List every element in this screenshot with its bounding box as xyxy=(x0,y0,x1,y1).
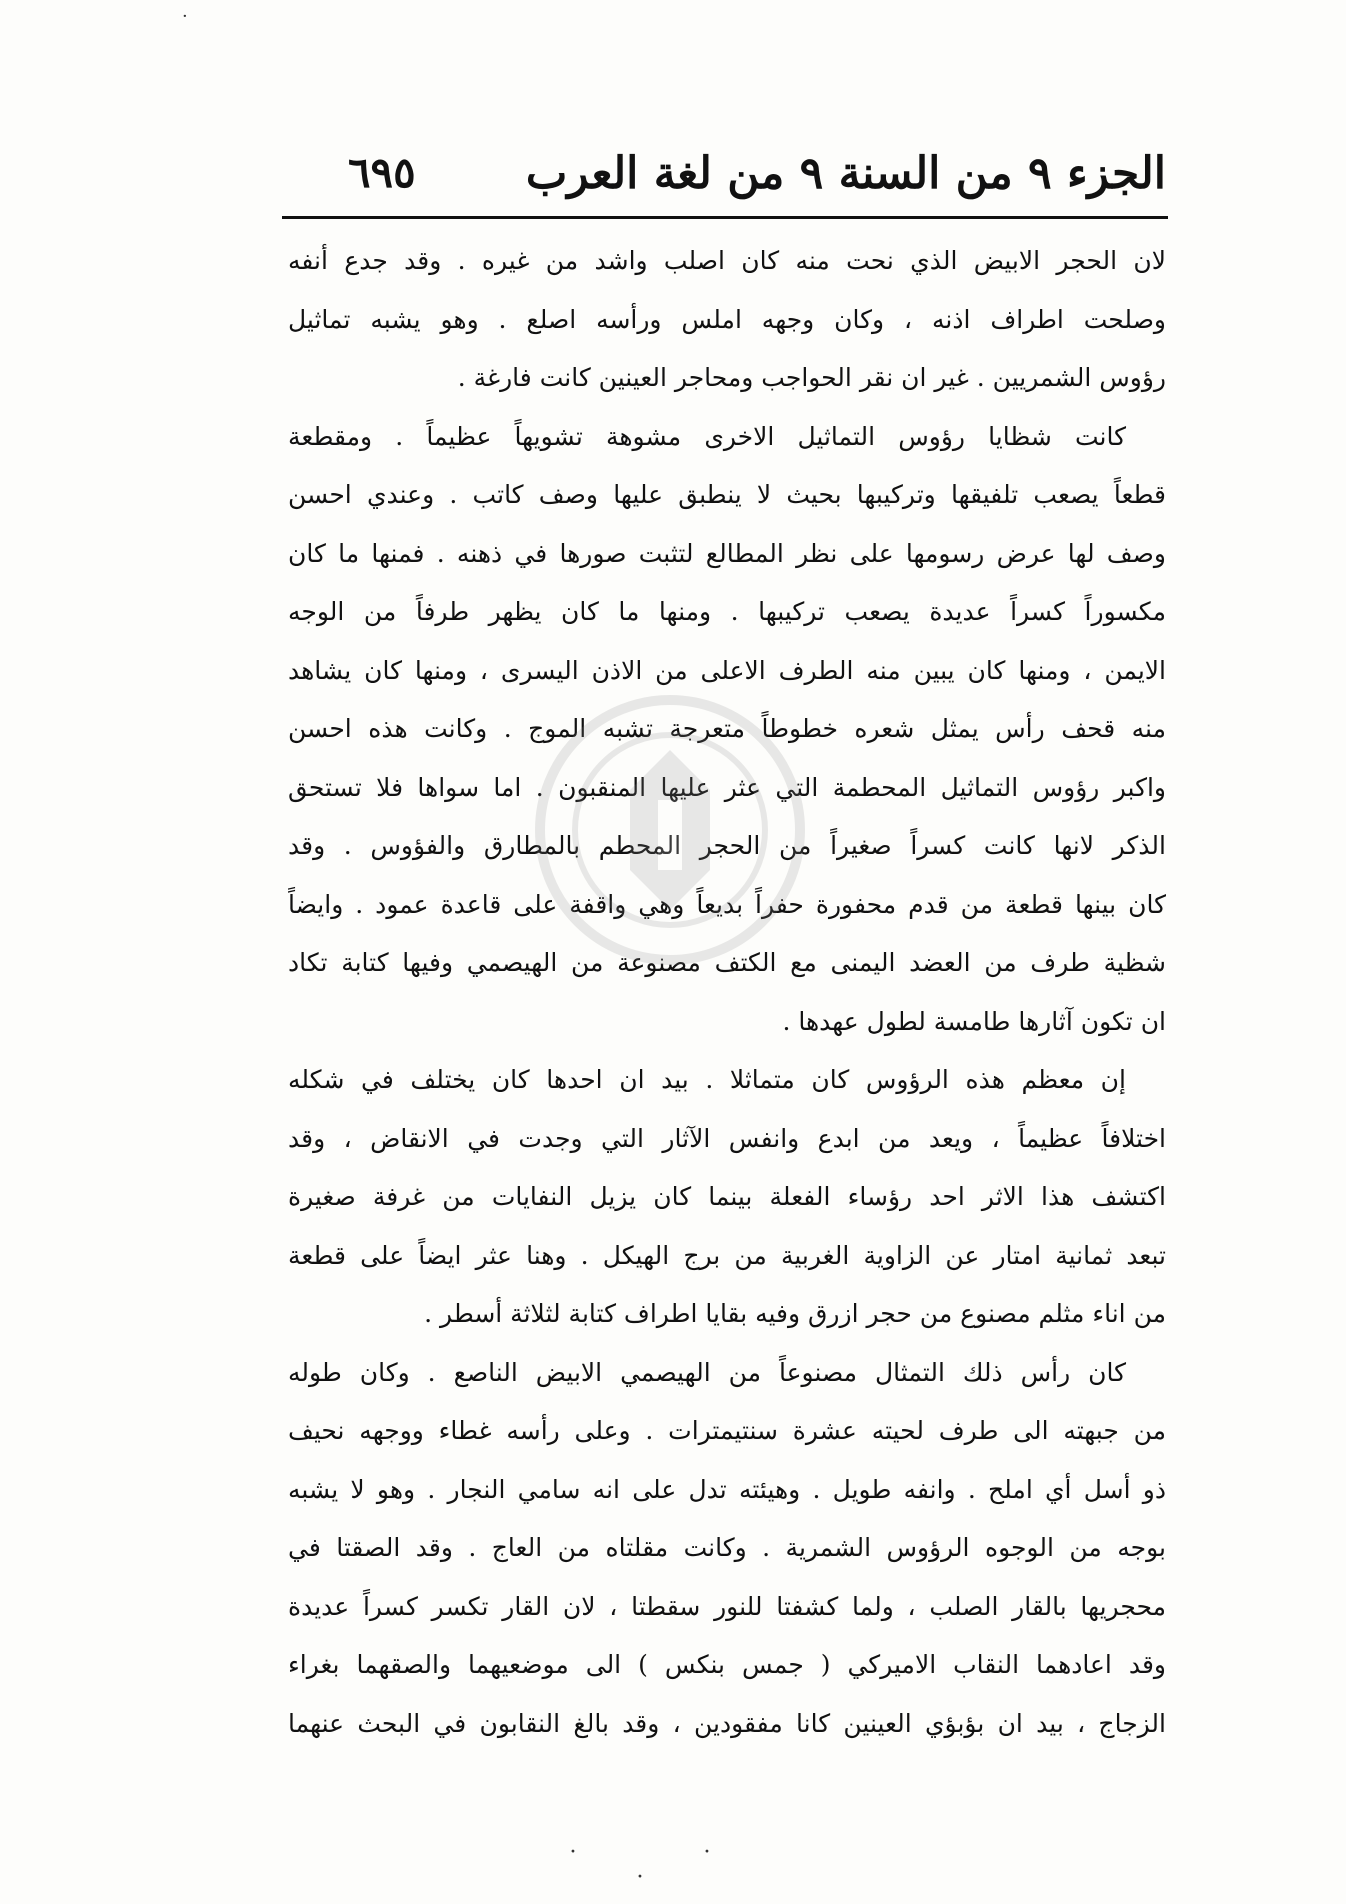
text-line: رؤوس الشمريين . غير ان نقر الحواجب ومحاجر العينين كانت فارغة . xyxy=(457,363,1166,392)
text-line: إن معظم هذه الرؤوس كان متماثلا . بيد ان احدها كان يختلف في شكله xyxy=(288,1065,1126,1094)
text-line: منه قحف رأس يمثل شعره خطوطاً متعرجة تشبه الموج . وكانت هذه احسن xyxy=(288,714,1166,743)
text-line: وقد اعادهما النقاب الاميركي ( جمس بنكس ) الى موضعيهما والصقهما بغراء xyxy=(288,1650,1166,1679)
text-line: وصف لها عرض رسومها على نظر المطالع لتثبت صورها في ذهنه . فمنها ما كان xyxy=(288,538,1166,568)
text-line: من اناء مثلم مصنوع من حجر ازرق وفيه بقايا اطراف كتابة لثلاثة أسطر . xyxy=(424,1299,1166,1328)
footer-dots: · · · xyxy=(569,1840,771,1890)
text-line: الايمن ، ومنها كان يبين منه الطرف الاعلى من الاذن اليسرى ، ومنها كان يشاهد xyxy=(288,655,1166,685)
header-rule xyxy=(282,216,1168,219)
text-line: اكتشف هذا الاثر احد رؤساء الفعلة بينما كان يزيل النفايات من غرفة صغيرة xyxy=(288,1182,1166,1211)
scan-mark: · xyxy=(182,6,188,27)
text-line: قطعاً يصعب تلفيقها وتركيبها بحيث لا ينطبق عليها وصف كاتب . وعندي احسن xyxy=(288,480,1166,509)
running-title: الجزء ٩ من السنة ٩ من لغة العرب xyxy=(525,148,1166,199)
text-line: كان رأس ذلك التمثال مصنوعاً من الهيصمي الابيض الناصع . وكان طوله xyxy=(288,1357,1126,1387)
body-text xyxy=(288,232,1166,1753)
text-line: تبعد ثمانية امتار عن الزاوية الغربية من برج الهيكل . وهنا عثر ايضاً على قطعة xyxy=(288,1240,1166,1270)
text-line: الزجاج ، بيد ان بؤبؤي العينين كانا مفقودين ، وقد بالغ النقابون في البحث عنهما xyxy=(288,1708,1166,1738)
text-line: وصلحت اطراف اذنه ، وكان وجهه املس ورأسه اصلع . وهو يشبه تماثيل xyxy=(288,304,1166,334)
text-line: بوجه من الوجوه الرؤوس الشمرية . وكانت مقلتاه من العاج . وقد الصقتا في xyxy=(288,1533,1166,1562)
text-line: ان تكون آثارها طامسة لطول عهدها . xyxy=(782,1006,1166,1036)
text-line: اختلافاً عظيماً ، ويعد من ابدع وانفس الآثار التي وجدت في الانقاض ، وقد xyxy=(288,1123,1166,1153)
page-number: ٦٩٥ xyxy=(348,148,416,197)
text-line: كان بينها قطعة من قدم محفورة حفراً بديعاً وهي واقفة على قاعدة عمود . وايضاً xyxy=(288,889,1166,919)
text-line: ذو أسل أي املح . وانفه طويل . وهيئته تدل على انه سامي النجار . وهو لا يشبه xyxy=(288,1474,1166,1504)
text-line: كانت شظايا رؤوس التماثيل الاخرى مشوهة تشويهاً عظيماً . ومقطعة xyxy=(288,421,1126,451)
text-line: شظية طرف من العضد اليمنى مع الكتف مصنوعة من الهيصمي وفيها كتابة تكاد xyxy=(288,948,1166,977)
text-line: لان الحجر الابيض الذي نحت منه كان اصلب واشد من غيره . وقد جدع أنفه xyxy=(288,246,1166,275)
text-line: الذكر لانها كانت كسراً صغيراً من الحجر المحطم بالمطارق والفؤوس . وقد xyxy=(288,831,1166,860)
text-line: من جبهته الى طرف لحيته عشرة سنتيمترات . وعلى رأسه غطاء ووجهه نحيف xyxy=(288,1416,1166,1445)
text-line: مكسوراً كسراً عديدة يصعب تركيبها . ومنها ما كان يظهر طرفاً من الوجه xyxy=(288,597,1166,626)
text-line: محجريها بالقار الصلب ، ولما كشفتا للنور سقطتا ، لان القار تكسر كسراً عديدة xyxy=(288,1591,1166,1621)
page-header xyxy=(288,140,1166,212)
text-line: واكبر رؤوس التماثيل المحطمة التي عثر عليها المنقبون . اما سواها فلا تستحق xyxy=(288,772,1166,802)
